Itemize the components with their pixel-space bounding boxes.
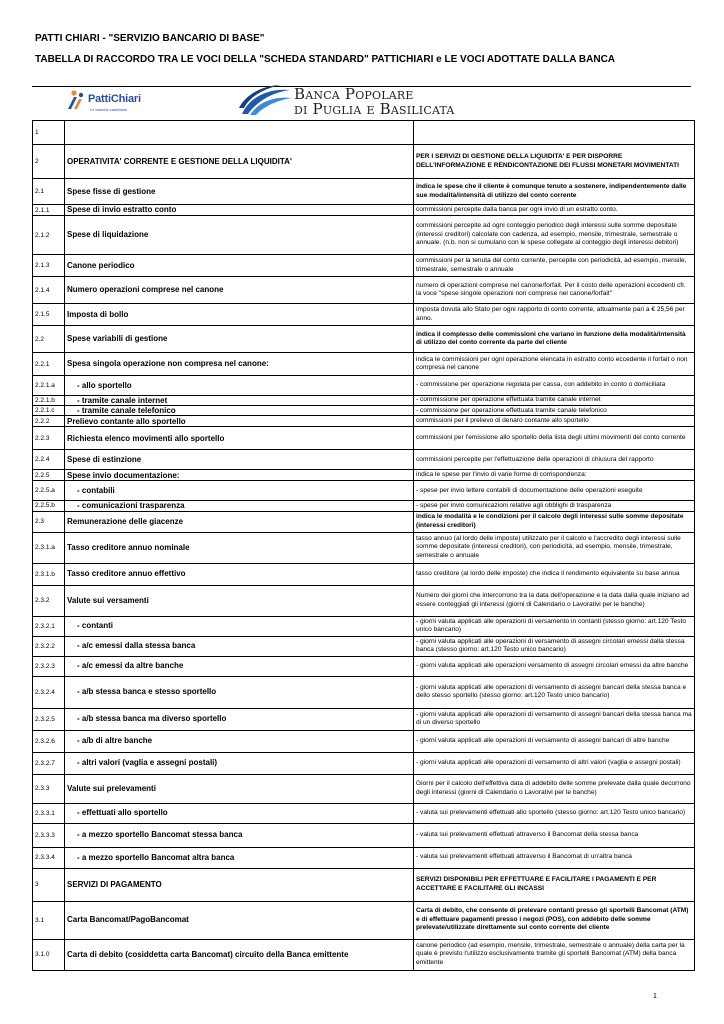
table-row — [33, 427, 695, 450]
row-description: - giorni valuta applicati alle operazioni di versamento di assegni bancari di altre banche — [414, 730, 695, 752]
row-description: indica le spese per l'invio di varie forme di corrispondenza: — [414, 470, 695, 481]
row-code: 1 — [33, 121, 65, 145]
row-voce: Spese fisse di gestione — [65, 179, 414, 205]
raccordo-table-body — [33, 121, 695, 971]
table-row — [33, 511, 695, 532]
row-voce — [65, 676, 414, 708]
table-row — [33, 416, 695, 427]
row-voce: Numero operazioni comprese nel canone — [65, 277, 414, 304]
row-voce: Imposta di bollo — [65, 304, 414, 326]
banca-logo — [236, 84, 466, 118]
table-row — [33, 708, 695, 730]
table-row — [33, 179, 695, 205]
row-voce: Remunerazione delle giacenze — [65, 511, 414, 532]
row-voce-sub: - a/c emessi da altre banche — [77, 661, 184, 671]
row-voce: Valute sui prelevamenti — [65, 774, 414, 803]
row-description: - valuta sui prelevamenti effettuati allo sportello (stesso giorno: art.120 Testo unico bancario) — [414, 803, 695, 823]
row-voce — [65, 121, 414, 145]
row-voce — [65, 847, 414, 868]
row-voce: Valute sui versamenti — [65, 585, 414, 616]
table-row — [33, 656, 695, 676]
row-code: 2 — [33, 145, 65, 179]
row-description: imposta dovuta allo Stato per ogni rapporto di conto corrente, attualmente pari a € 25,56 per anno. — [414, 304, 695, 326]
row-description: Carta di debito, che consente di prelevare contanti presso gli sportelli Bancomat (ATM) e di effettuare pagamenti presso i negozi (POS), con addebito delle somme prelevate/utilizzate direttamente sul conto corrente del cliente — [414, 901, 695, 939]
row-voce-sub: - tramite canale telefonico — [77, 406, 176, 416]
row-voce — [65, 656, 414, 676]
row-voce — [65, 730, 414, 752]
table-row — [33, 255, 695, 277]
row-voce: Richiesta elenco movimenti allo sportello — [65, 427, 414, 450]
table-row — [33, 532, 695, 563]
row-code: 2.3.1.a — [33, 532, 65, 563]
row-description: - giorni valuta applicati alle operazioni di versamento di assegni circolari emessi dalla stessa banca (stesso giorno: art.120 Testo unico bancario) — [414, 636, 695, 656]
table-row — [33, 847, 695, 868]
row-code: 2.2.5.b — [33, 501, 65, 511]
row-voce: Carta di debito (cosiddetta carta Bancomat) circuito della Banca emittente — [65, 939, 414, 970]
row-description: - spese per invio comunicazioni relative agli obblighi di trasparenza — [414, 501, 695, 511]
row-voce — [65, 823, 414, 847]
row-code: 2.3.3.1 — [33, 803, 65, 823]
table-row — [33, 803, 695, 823]
row-voce: Spesa singola operazione non compresa nel canone: — [65, 353, 414, 376]
row-code: 2.2.3 — [33, 427, 65, 450]
row-code: 2.1.2 — [33, 216, 65, 255]
row-voce: Spese di estinzione — [65, 450, 414, 470]
row-voce-sub: - a/b stessa banca ma diverso sportello — [77, 714, 227, 724]
row-voce — [65, 481, 414, 501]
row-voce: Tasso creditore annuo effettivo — [65, 563, 414, 585]
row-code: 2.1 — [33, 179, 65, 205]
row-description: commissioni percepite per l'effettuazione delle operazioni di chiusura del rapporto — [414, 450, 695, 470]
row-description: commissioni percepite dalla banca per ogni invio di un estratto conto. — [414, 205, 695, 216]
row-voce: Spese di invio estratto conto — [65, 205, 414, 216]
pattichiari-logo-icon — [66, 89, 88, 111]
table-row — [33, 676, 695, 708]
table-row — [33, 205, 695, 216]
row-voce — [65, 636, 414, 656]
table-row — [33, 616, 695, 636]
row-description: commissioni per la tenuta del conto corrente, percepite con periodicità, ad esempio, mensile, trimestrale, semestrale o annuale — [414, 255, 695, 277]
row-code: 2.2.1.c — [33, 406, 65, 416]
row-description: - commissione per operazione regolata per cassa, con addebito in conto o domiciliata — [414, 376, 695, 396]
row-code: 2.2.1.a — [33, 376, 65, 396]
row-voce-sub: - a mezzo sportello Bancomat stessa banca — [77, 830, 243, 840]
table-row — [33, 277, 695, 304]
table-row — [33, 752, 695, 774]
row-voce-sub: - altri valori (vaglia e assegni postali) — [77, 758, 218, 768]
row-code: 2.3.3.3 — [33, 823, 65, 847]
table-row — [33, 774, 695, 803]
table-row — [33, 823, 695, 847]
row-description: PER I SERVIZI DI GESTIONE DELLA LIQUIDITA' E PER DISPORRE DELL'INFORMAZIONE E RENDICONTAZIONE DEI FLUSSI MONETARI MOVIMENTATI — [414, 145, 695, 179]
row-voce-sub: - contabili — [77, 486, 115, 496]
row-voce-sub: - comunicazioni trasparenza — [77, 501, 185, 511]
row-voce — [65, 501, 414, 511]
table-row — [33, 470, 695, 481]
row-voce: Carta Bancomat/PagoBancomat — [65, 901, 414, 939]
table-row — [33, 396, 695, 406]
table-row — [33, 730, 695, 752]
row-description: Giorni per il calcolo dell'effettiva data di addebito delle somme prelevate dalla quale decorrono degli interessi (giorni di Calendario o Lavorativi per le banche) — [414, 774, 695, 803]
table-row — [33, 868, 695, 901]
row-description: - spese per invio lettere contabili di documentazione delle operazioni eseguite — [414, 481, 695, 501]
row-description: - giorni valuta applicati alle operazioni di versamento di altri valori (vaglia e assegni postali) — [414, 752, 695, 774]
row-description: commissioni percepite ad ogni conteggio periodico degli interessi sulle somme depositate (interessi creditori) calcolate con cadenza, ad esempio, mensile, trimestrale, semestrale o annuale. (n.b. non si cumulano con le spese collegate al conteggio degli interessi debitori) — [414, 216, 695, 255]
row-description: indica le spese che il cliente è comunque tenuto a sostenere, indipendentemente dalle sue modalità/intensità di utilizzo del conto corrente — [414, 179, 695, 205]
row-code: 2.3.2.3 — [33, 656, 65, 676]
row-voce-sub: - a/b stessa banca e stesso sportello — [77, 687, 217, 697]
row-code: 2.3.1.b — [33, 563, 65, 585]
pattichiari-logo-word: PattiChiari — [88, 93, 141, 105]
raccordo-table — [32, 120, 695, 971]
table-row — [33, 326, 695, 353]
table-row — [33, 216, 695, 255]
row-code: 2.2.5.a — [33, 481, 65, 501]
banca-logo-line2: di Puglia e Basilicata — [294, 100, 455, 118]
row-code: 2.3.2.2 — [33, 636, 65, 656]
table-row — [33, 406, 695, 416]
row-voce: OPERATIVITA' CORRENTE E GESTIONE DELLA LIQUIDITA' — [65, 145, 414, 179]
table-row — [33, 636, 695, 656]
row-code: 3.1.0 — [33, 939, 65, 970]
row-code: 2.2.1.b — [33, 396, 65, 406]
row-description: - valuta sui prelevamenti effettuati attraverso il Bancomat di un'altra banca — [414, 847, 695, 868]
row-voce: Tasso creditore annuo nominale — [65, 532, 414, 563]
row-voce: Spese variabili di gestione — [65, 326, 414, 353]
row-code: 2.1.4 — [33, 277, 65, 304]
row-voce — [65, 708, 414, 730]
table-row — [33, 939, 695, 970]
table-row — [33, 585, 695, 616]
row-description: - giorni valuta applicati alle operazioni di versamento in contanti (stesso giorno: art.120 Testo unico bancario) — [414, 616, 695, 636]
row-code: 2.3.2.5 — [33, 708, 65, 730]
row-code: 2.1.3 — [33, 255, 65, 277]
table-row — [33, 304, 695, 326]
banca-logo-line1: Banca Popolare — [294, 85, 414, 103]
row-code: 2.3.2.6 — [33, 730, 65, 752]
row-voce: Spese invio documentazione: — [65, 470, 414, 481]
row-code: 2.3 — [33, 511, 65, 532]
row-code: 2.2.4 — [33, 450, 65, 470]
row-description: commissioni per l'emissione allo sportello della lista degli ultimi movimenti del conto corrente — [414, 427, 695, 450]
row-code: 2.3.2.7 — [33, 752, 65, 774]
row-voce: Prelievo contante allo sportello — [65, 416, 414, 427]
pattichiari-logo-tagline: Le banche cambiano — [90, 107, 128, 112]
row-description: commissioni per il prelievo di denaro contante allo sportello — [414, 416, 695, 427]
table-row — [33, 501, 695, 511]
row-code: 2.3.2 — [33, 585, 65, 616]
row-code: 3 — [33, 868, 65, 901]
row-voce-sub: - effettuati allo sportello — [77, 808, 168, 818]
row-code: 2.3.3 — [33, 774, 65, 803]
table-row — [33, 353, 695, 376]
row-voce — [65, 406, 414, 416]
row-code: 2.3.3.4 — [33, 847, 65, 868]
row-voce-sub: - a/b di altre banche — [77, 736, 153, 746]
row-description: indica le modalità e le condizioni per il calcolo degli interessi sulle somme depositate (interessi creditori) — [414, 511, 695, 532]
row-voce-sub: - a/c emessi dalla stessa banca — [77, 641, 196, 651]
row-description: indica il complesso delle commissioni che variano in funzione della modalità/intensità di utilizzo del conto corrente da parte del cliente — [414, 326, 695, 353]
page-number: 1 — [653, 993, 657, 1000]
table-row — [33, 145, 695, 179]
row-description: - giorni valuta applicati alle operazioni di versamento di assegni bancari della stessa banca e dello stesso sportello (stesso giorno: art.120 Testo unico bancario) — [414, 676, 695, 708]
table-row — [33, 376, 695, 396]
row-code: 2.2 — [33, 326, 65, 353]
row-code: 2.2.2 — [33, 416, 65, 427]
row-description: - valuta sui prelevamenti effettuati attraverso il Bancomat della stessa banca — [414, 823, 695, 847]
row-voce-sub: - tramite canale internet — [77, 396, 168, 405]
row-code: 2.1.1 — [33, 205, 65, 216]
pattichiari-logo — [66, 87, 140, 117]
row-voce-sub: - a mezzo sportello Bancomat altra banca — [77, 852, 235, 862]
row-code: 2.1.5 — [33, 304, 65, 326]
row-description: tasso creditore (al lordo delle imposte) che indica il rendimento equivalente su base annua — [414, 563, 695, 585]
row-voce-sub: - allo sportello — [77, 380, 132, 390]
document-subtitle: TABELLA DI RACCORDO TRA LE VOCI DELLA "SCHEDA STANDARD" PATTICHIARI e LE VOCI ADOTTATE DALLA BANCA — [35, 54, 616, 65]
row-description: - giorni valuta applicati alle operazioni di versamento di assegni bancari della stessa banca ma di un diverso sportello — [414, 708, 695, 730]
document-title: PATTI CHIARI - "SERVIZIO BANCARIO DI BASE" — [35, 33, 265, 44]
row-description: - giorni valuta applicati alle operazioni versamento di assegni circolari emessi da altre banche — [414, 656, 695, 676]
row-voce: SERVIZI DI PAGAMENTO — [65, 868, 414, 901]
row-voce: Canone periodico — [65, 255, 414, 277]
table-row — [33, 901, 695, 939]
row-voce — [65, 396, 414, 406]
table-row — [33, 450, 695, 470]
row-description: tasso annuo (al lordo delle imposte) utilizzato per il calcolo e l'accredito degli interessi sulle somme depositate (interessi creditori), con periodicità, ad esempio, mensile, trimestrale, semestrale o annuale — [414, 532, 695, 563]
banca-logo-icon — [236, 84, 294, 118]
row-code: 3.1 — [33, 901, 65, 939]
row-description: numero di operazioni comprese nel canone/forfait. Per il costo delle operazioni eccedenti cfr. la voce "spese singole operazioni non comprese nel canone/forfait" — [414, 277, 695, 304]
table-row — [33, 121, 695, 145]
row-voce: Spese di liquidazione — [65, 216, 414, 255]
table-row — [33, 481, 695, 501]
row-description: SERVIZI DISPONIBILI PER EFFETTUARE E FACILITARE I PAGAMENTI E PER ACCETTARE E FACILITARE GLI INCASSI — [414, 868, 695, 901]
row-description: Numero dei giorni che intercorrono tra la data dell'operazione e la data dalla quale iniziano ad essere conteggiati gli interessi (giorni di Calendario o Lavorativi per le banche) — [414, 585, 695, 616]
row-voce — [65, 376, 414, 396]
row-voce-sub: - contanti — [77, 621, 113, 631]
row-code: 2.3.2.4 — [33, 676, 65, 708]
row-description: indica le commissioni per ogni operazione elencata in estratto conto eccedente il forfait o non compresa nel canone — [414, 353, 695, 376]
row-code: 2.3.2.1 — [33, 616, 65, 636]
row-description: - commissione per operazione effettuata tramite canale internet — [414, 396, 695, 406]
row-code: 2.2.5 — [33, 470, 65, 481]
row-description — [414, 121, 695, 145]
row-voce — [65, 616, 414, 636]
row-description: canone periodico (ad esempio, mensile, trimestrale, semestrale o annuale) della carta per la quale è previsto l'utilizzo esclusivamente tramite gli sportelli Bancomat (ATM) della banca emittente — [414, 939, 695, 970]
row-voce — [65, 803, 414, 823]
row-description: - commissione per operazione effettuata tramite canale telefonico — [414, 406, 695, 416]
row-voce — [65, 752, 414, 774]
row-code: 2.2.1 — [33, 353, 65, 376]
table-row — [33, 563, 695, 585]
